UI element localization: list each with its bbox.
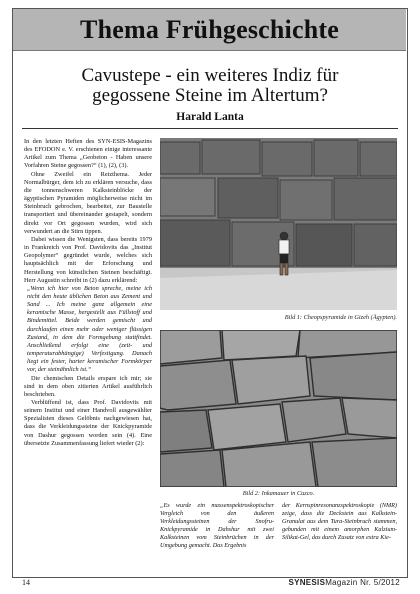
article-continuation-column-2: der Kernspinresonanzspektroskopie (NMR) zeige, dass die Deckstein aus Kalkstein-Granulat aus dem Tura-Steinbruch stammen, gebunden mit einem amorphen Kalzium-Silikat-Gel, das durch Zusatz von extra Kie-: [282, 502, 397, 542]
magazine-issue-label: Magazin Nr. 5/2012: [325, 578, 400, 587]
title-divider: [22, 128, 398, 129]
page-number: 14: [22, 578, 30, 587]
section-title: Thema Frühgeschichte: [80, 15, 339, 44]
magazine-name: SYNESIS: [288, 578, 326, 587]
article-title: [30, 66, 390, 106]
inca-wall-illustration: [160, 330, 397, 487]
block-quote: „Wenn ich hier von Beton spreche, meine ich nicht den heute üblichen Beton aus Zement und Sand ... Ich meine ganz allgemein eine keramische Masse, hergestellt aus Füllstoff und Bindemittel. Beide werden gemischt und durchlaufen einen mehr oder weniger flüssigen Zustand, in dem die Formgebung stattfindet. Anschließend erfolgt eine (zeit- und temperaturabhängige) Verfestigung. Danach liegt ein fester, harter keramischer Formkörper vor, der steinähnlich ist.“: [27, 284, 152, 374]
magazine-issue: [288, 578, 400, 587]
paragraph: Die chemischen Details erspare ich mir; sie sind in dem oben zitierten Artikel ausführlich beschrieben.: [24, 374, 152, 398]
figure-2-photo: [160, 330, 397, 487]
pyramid-blocks-illustration: [160, 138, 397, 310]
article-title-line-2: gegossene Steine im Altertum?: [92, 85, 328, 106]
paragraph: Dabei wissen die Wenigsten, dass bereits 1979 in Frankreich von Prof. Davidovits das „Institut Geopolymer“ gegründet wurde, welches sich hauptsächlich mit der Erforschung und Herstellung von künstlichen Steinen beschäftigt. Herr Augustin schreibt in (2) dazu erklärend:: [24, 235, 152, 284]
article-continuation-column-1: „Es wurde ein massenspektroskopischer Vergleich von den äußeren Verkleidungssteinen der Snofru-Knickpyramide in Dahshur mit zwei Kalksteinen vom Steinbrüchen in der Umgebung gemacht. Das Ergebnis: [160, 502, 274, 550]
article-author: Harald Lanta: [176, 111, 244, 123]
section-header: [13, 9, 406, 51]
paragraph: Ohne Zweifel ein Reizthema. Jeder Normalbürger, dem ich zu erklären versuche, dass die tonnenschweren Kalksteinblöcke der ägyptischen Pyramiden möglicherweise nicht im Steinbruch gebrochen, bearbeitet, zur Baustelle transportiert und übereinander gestapelt, sondern direkt vor Ort gegossen wurden, wird sich verwundert an die Stirn tippen.: [24, 170, 152, 235]
figure-1-caption: Bild 1: Cheopspyramide in Gizeh (Ägypten).: [284, 314, 397, 321]
figure-1-photo: [160, 138, 397, 310]
article-body-column: [24, 138, 152, 448]
paragraph: Verblüffend ist, dass Prof. Davidovits mit seinem Institut und einer Handvoll ausgewählter Spezialisten dieses Gelöbnis nachgewiesen hat, dass die Verkleidungssteine der Knickpyramide von Dashur gegossen worden sein (4). Eine übersetzte Zusammenfassung liefert wieder (2):: [24, 399, 152, 447]
article-title-line-1: Cavustepe - ein weiteres Indiz für: [81, 65, 339, 86]
figure-2-caption: Bild 2: Inkamauer in Cuzco.: [242, 490, 315, 497]
paragraph: In den letzten Heften des SYN-ESIS-Magazins des EFODON e. V. erschienen einige interessante Artikel zum Thema „Geobeton - Haben unsere Vorfahren Steine gegossen?“ (1), (2), (3).: [24, 138, 152, 170]
